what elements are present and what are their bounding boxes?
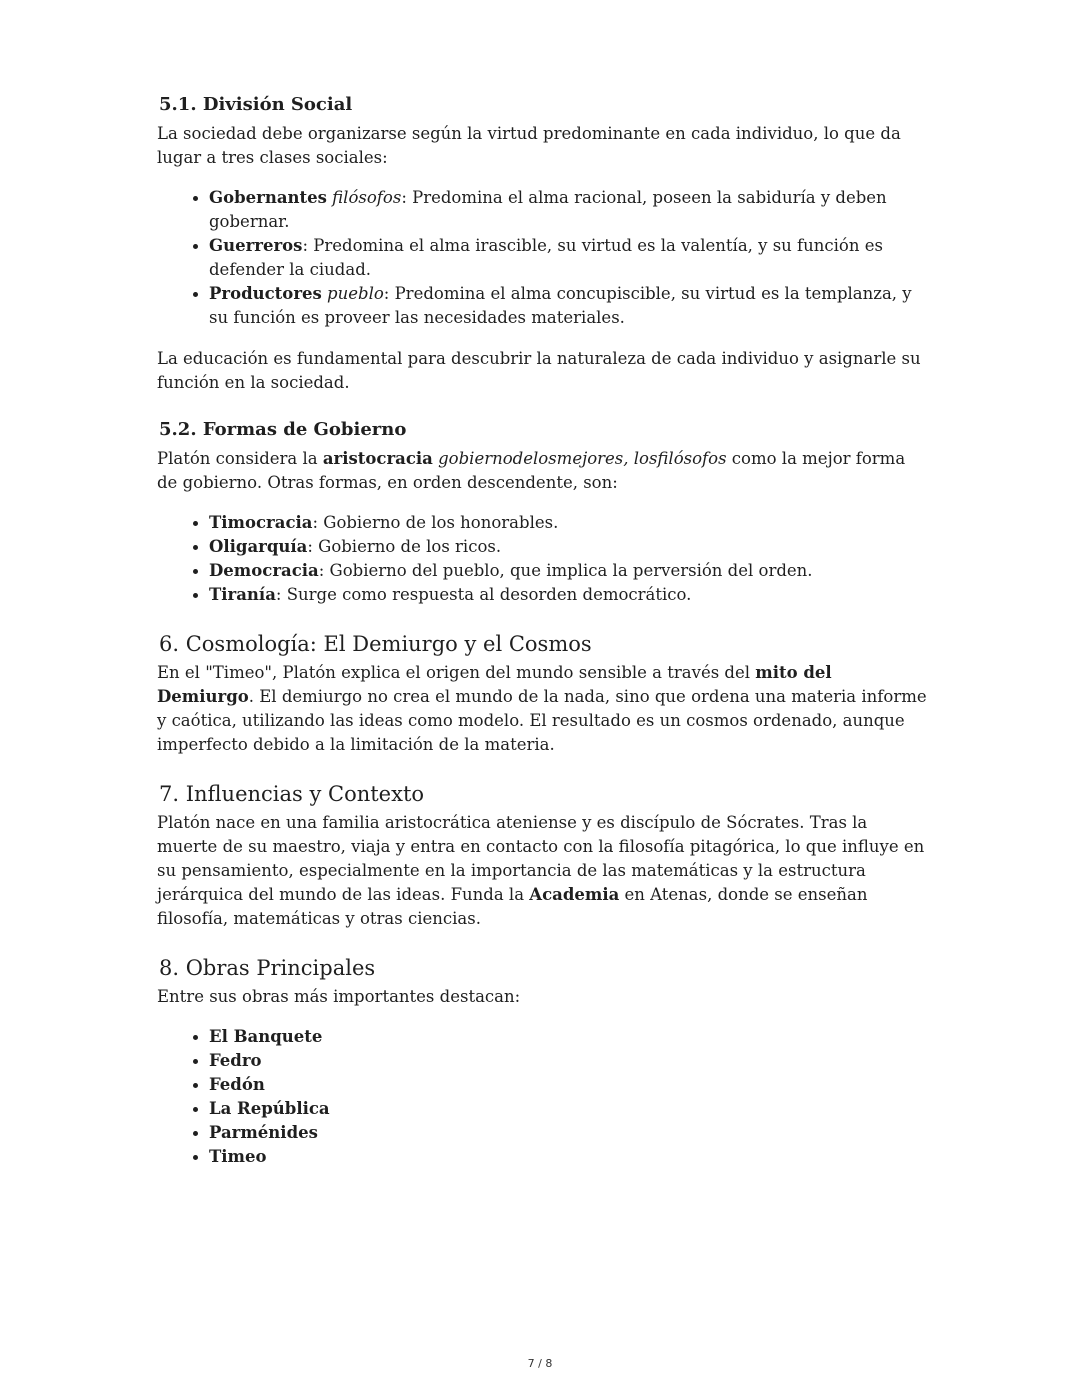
list-item: • Productores pueblo: Predomina el alma concupiscible, su virtud es la templanza, y su función es proveer las necesidades materiales. <box>209 282 927 330</box>
list-item: • La República <box>209 1097 927 1121</box>
social-classes-list <box>157 186 927 330</box>
list-item: • Gobernantes filósofos: Predomina el alma racional, poseen la sabiduría y deben gobernar. <box>209 186 927 234</box>
works-list <box>157 1025 927 1169</box>
section-6-heading: 6. Cosmología: El Demiurgo y el Cosmos <box>159 632 592 656</box>
section-6-paragraph: En el "Timeo", Platón explica el origen del mundo sensible a través del mito del Demiurgo. El demiurgo no crea el mundo de la nada, sino que ordena una materia informe y caótica, utilizando las ideas como modelo. El resultado es un cosmos ordenado, aunque imperfecto debido a la limitación de la materia. <box>157 663 927 754</box>
list-item: • El Banquete <box>209 1025 927 1049</box>
section-5-2-heading: 5.2. Formas de Gobierno <box>159 419 407 440</box>
section-7-heading: 7. Influencias y Contexto <box>159 782 425 806</box>
section-8-intro: Entre sus obras más importantes destacan: <box>157 987 521 1006</box>
section-5-1-heading: 5.1. División Social <box>159 94 353 115</box>
section-5-2-intro: Platón considera la aristocracia gobiernodelosmejores, losfilósofos como la mejor forma de gobierno. Otras formas, en orden descendente, son: <box>157 449 906 492</box>
list-item: • Tiranía: Surge como respuesta al desorden democrático. <box>209 583 927 607</box>
list-item: • Democracia: Gobierno del pueblo, que implica la perversión del orden. <box>209 559 927 583</box>
section-5-1-intro: La sociedad debe organizarse según la virtud predominante en cada individuo, lo que da lugar a tres clases sociales: <box>157 124 901 167</box>
document-page <box>157 92 927 1186</box>
list-item: • Fedro <box>209 1049 927 1073</box>
list-item: • Oligarquía: Gobierno de los ricos. <box>209 535 927 559</box>
list-item: • Fedón <box>209 1073 927 1097</box>
list-item: • Timocracia: Gobierno de los honorables. <box>209 511 927 535</box>
list-item: • Timeo <box>209 1145 927 1169</box>
list-item: • Guerreros: Predomina el alma irascible, su virtud es la valentía, y su función es defender la ciudad. <box>209 234 927 282</box>
section-8-heading: 8. Obras Principales <box>159 956 376 980</box>
page-number: 7 / 8 <box>527 1357 553 1370</box>
section-5-1-outro: La educación es fundamental para descubrir la naturaleza de cada individuo y asignarle su función en la sociedad. <box>157 349 921 392</box>
list-item: • Parménides <box>209 1121 927 1145</box>
section-7-paragraph: Platón nace en una familia aristocrática ateniense y es discípulo de Sócrates. Tras la muerte de su maestro, viaja y entra en contacto con la filosofía pitagórica, lo que influye en su pensamiento, especialmente en la importancia de las matemáticas y la estructura jerárquica del mundo de las ideas. Funda la Academia en Atenas, donde se enseñan filosofía, matemáticas y otras ciencias. <box>157 813 925 928</box>
government-forms-list <box>157 511 927 607</box>
